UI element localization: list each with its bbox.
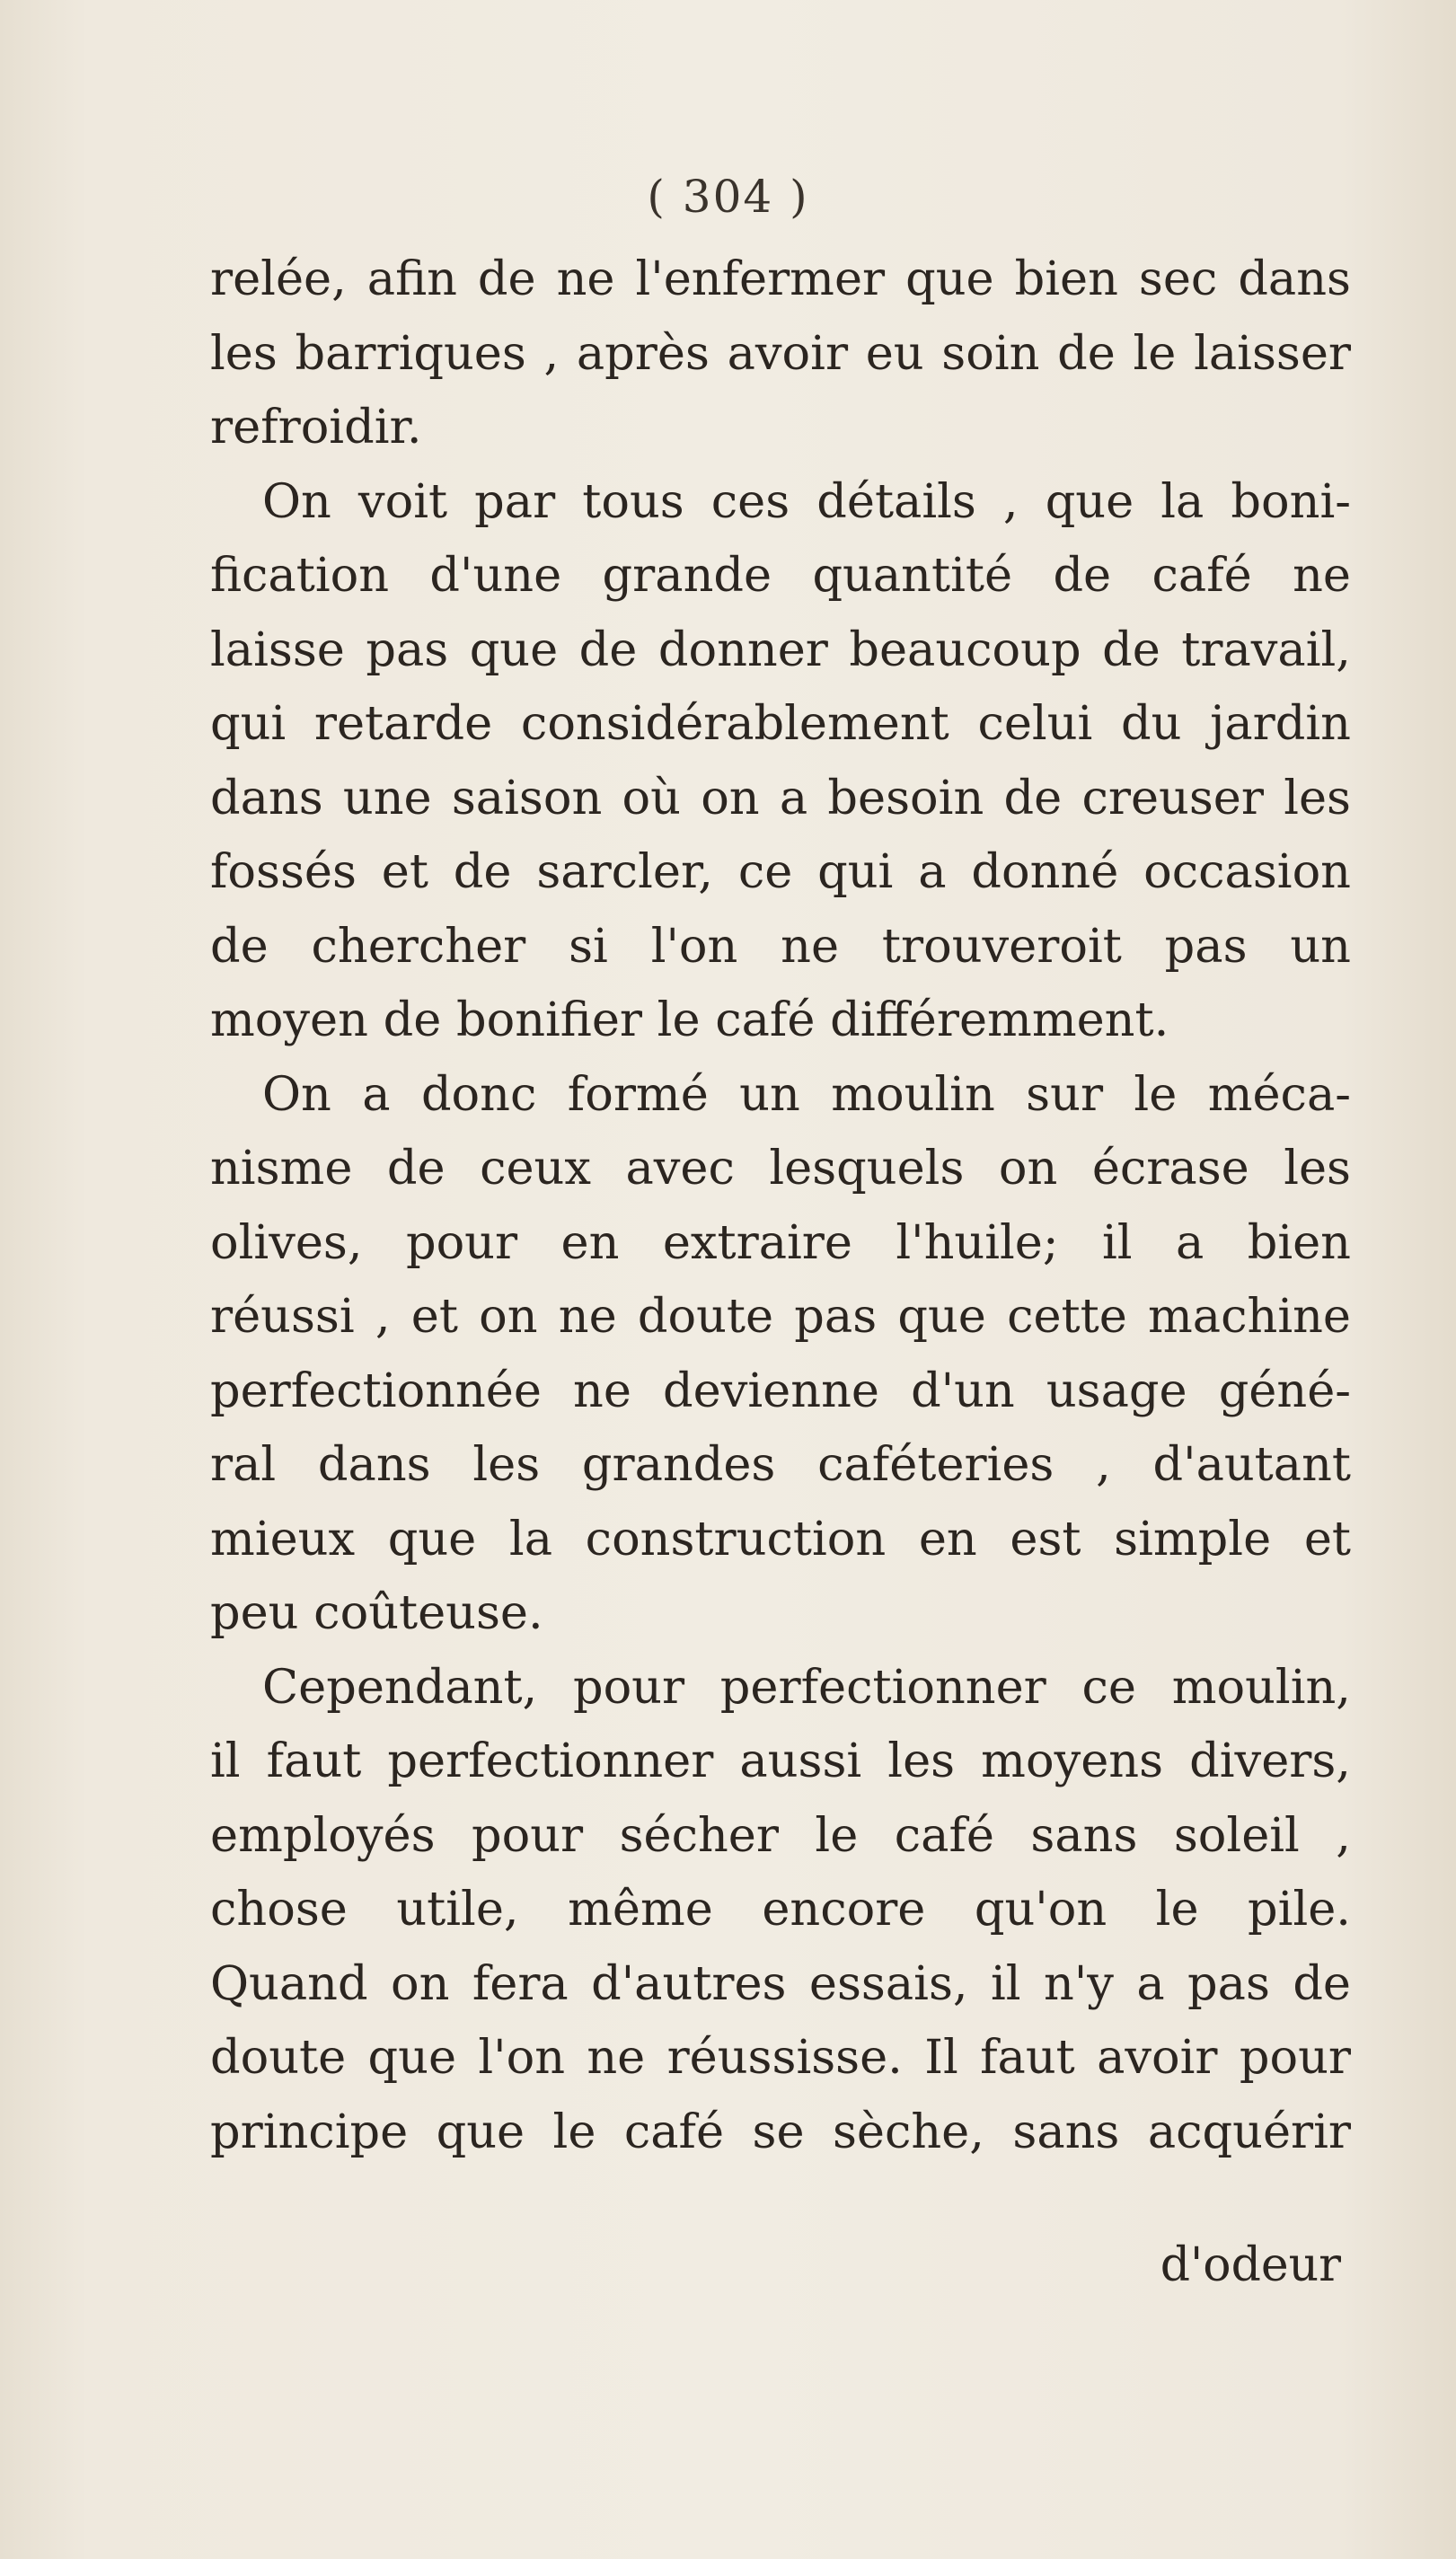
text-line: fication d'une grande quantité de café ne [210, 548, 1351, 603]
text-line: peu coûteuse. [210, 1585, 543, 1640]
text-line: chose utile, même encore qu'on le pile. [210, 1882, 1351, 1937]
text-line: doute que l'on ne réussisse. Il faut avoir pour [210, 2030, 1351, 2085]
text-line: mieux que la construction en est simple et [210, 1511, 1351, 1566]
text-line: il faut perfectionner aussi les moyens divers, [210, 1734, 1351, 1788]
text-line: moyen de bonifier le café différemment. [210, 993, 1169, 1047]
paragraph-start-line: On voit par tous ces détails , que la boni- [262, 473, 1351, 529]
text-line: les barriques , après avoir eu soin de le laisser [210, 325, 1351, 381]
page-number-header: ( 304 ) [647, 171, 809, 223]
paragraph-start-line: On a donc formé un moulin sur le méca- [262, 1066, 1351, 1122]
text-line: employés pour sécher le café sans soleil , [210, 1807, 1351, 1863]
text-line: de chercher si l'on ne trouveroit pas un [210, 918, 1351, 974]
text-line: olives, pour en extraire l'huile; il a bien [210, 1214, 1351, 1270]
text-line: qui retarde considérablement celui du jardin [210, 696, 1351, 751]
text-line: fossés et de sarcler, ce qui a donné occasion [210, 844, 1351, 899]
paragraph-start-line: Cependant, pour perfectionner ce moulin, [262, 1659, 1351, 1715]
text-line: perfectionnée ne devienne d'un usage géné- [210, 1363, 1351, 1418]
text-line: refroidir. [210, 400, 422, 454]
text-line: ral dans les grandes caféteries , d'autant [210, 1437, 1351, 1492]
text-line: dans une saison où on a besoin de creuser les [210, 770, 1351, 825]
text-line: nisme de ceux avec lesquels on écrase les [210, 1141, 1351, 1196]
text-line: relée, afin de ne l'enfermer que bien sec dans [210, 251, 1351, 306]
text-line: réussi , et on ne doute pas que cette machine [210, 1289, 1351, 1344]
text-line: principe que le café se sèche, sans acquérir [210, 2104, 1351, 2159]
body-text [210, 243, 1351, 2169]
catchword: d'odeur [1160, 2238, 1341, 2292]
text-line: Quand on fera d'autres essais, il n'y a pas de [210, 1955, 1351, 2011]
text-line: laisse pas que de donner beaucoup de travail, [210, 622, 1351, 677]
